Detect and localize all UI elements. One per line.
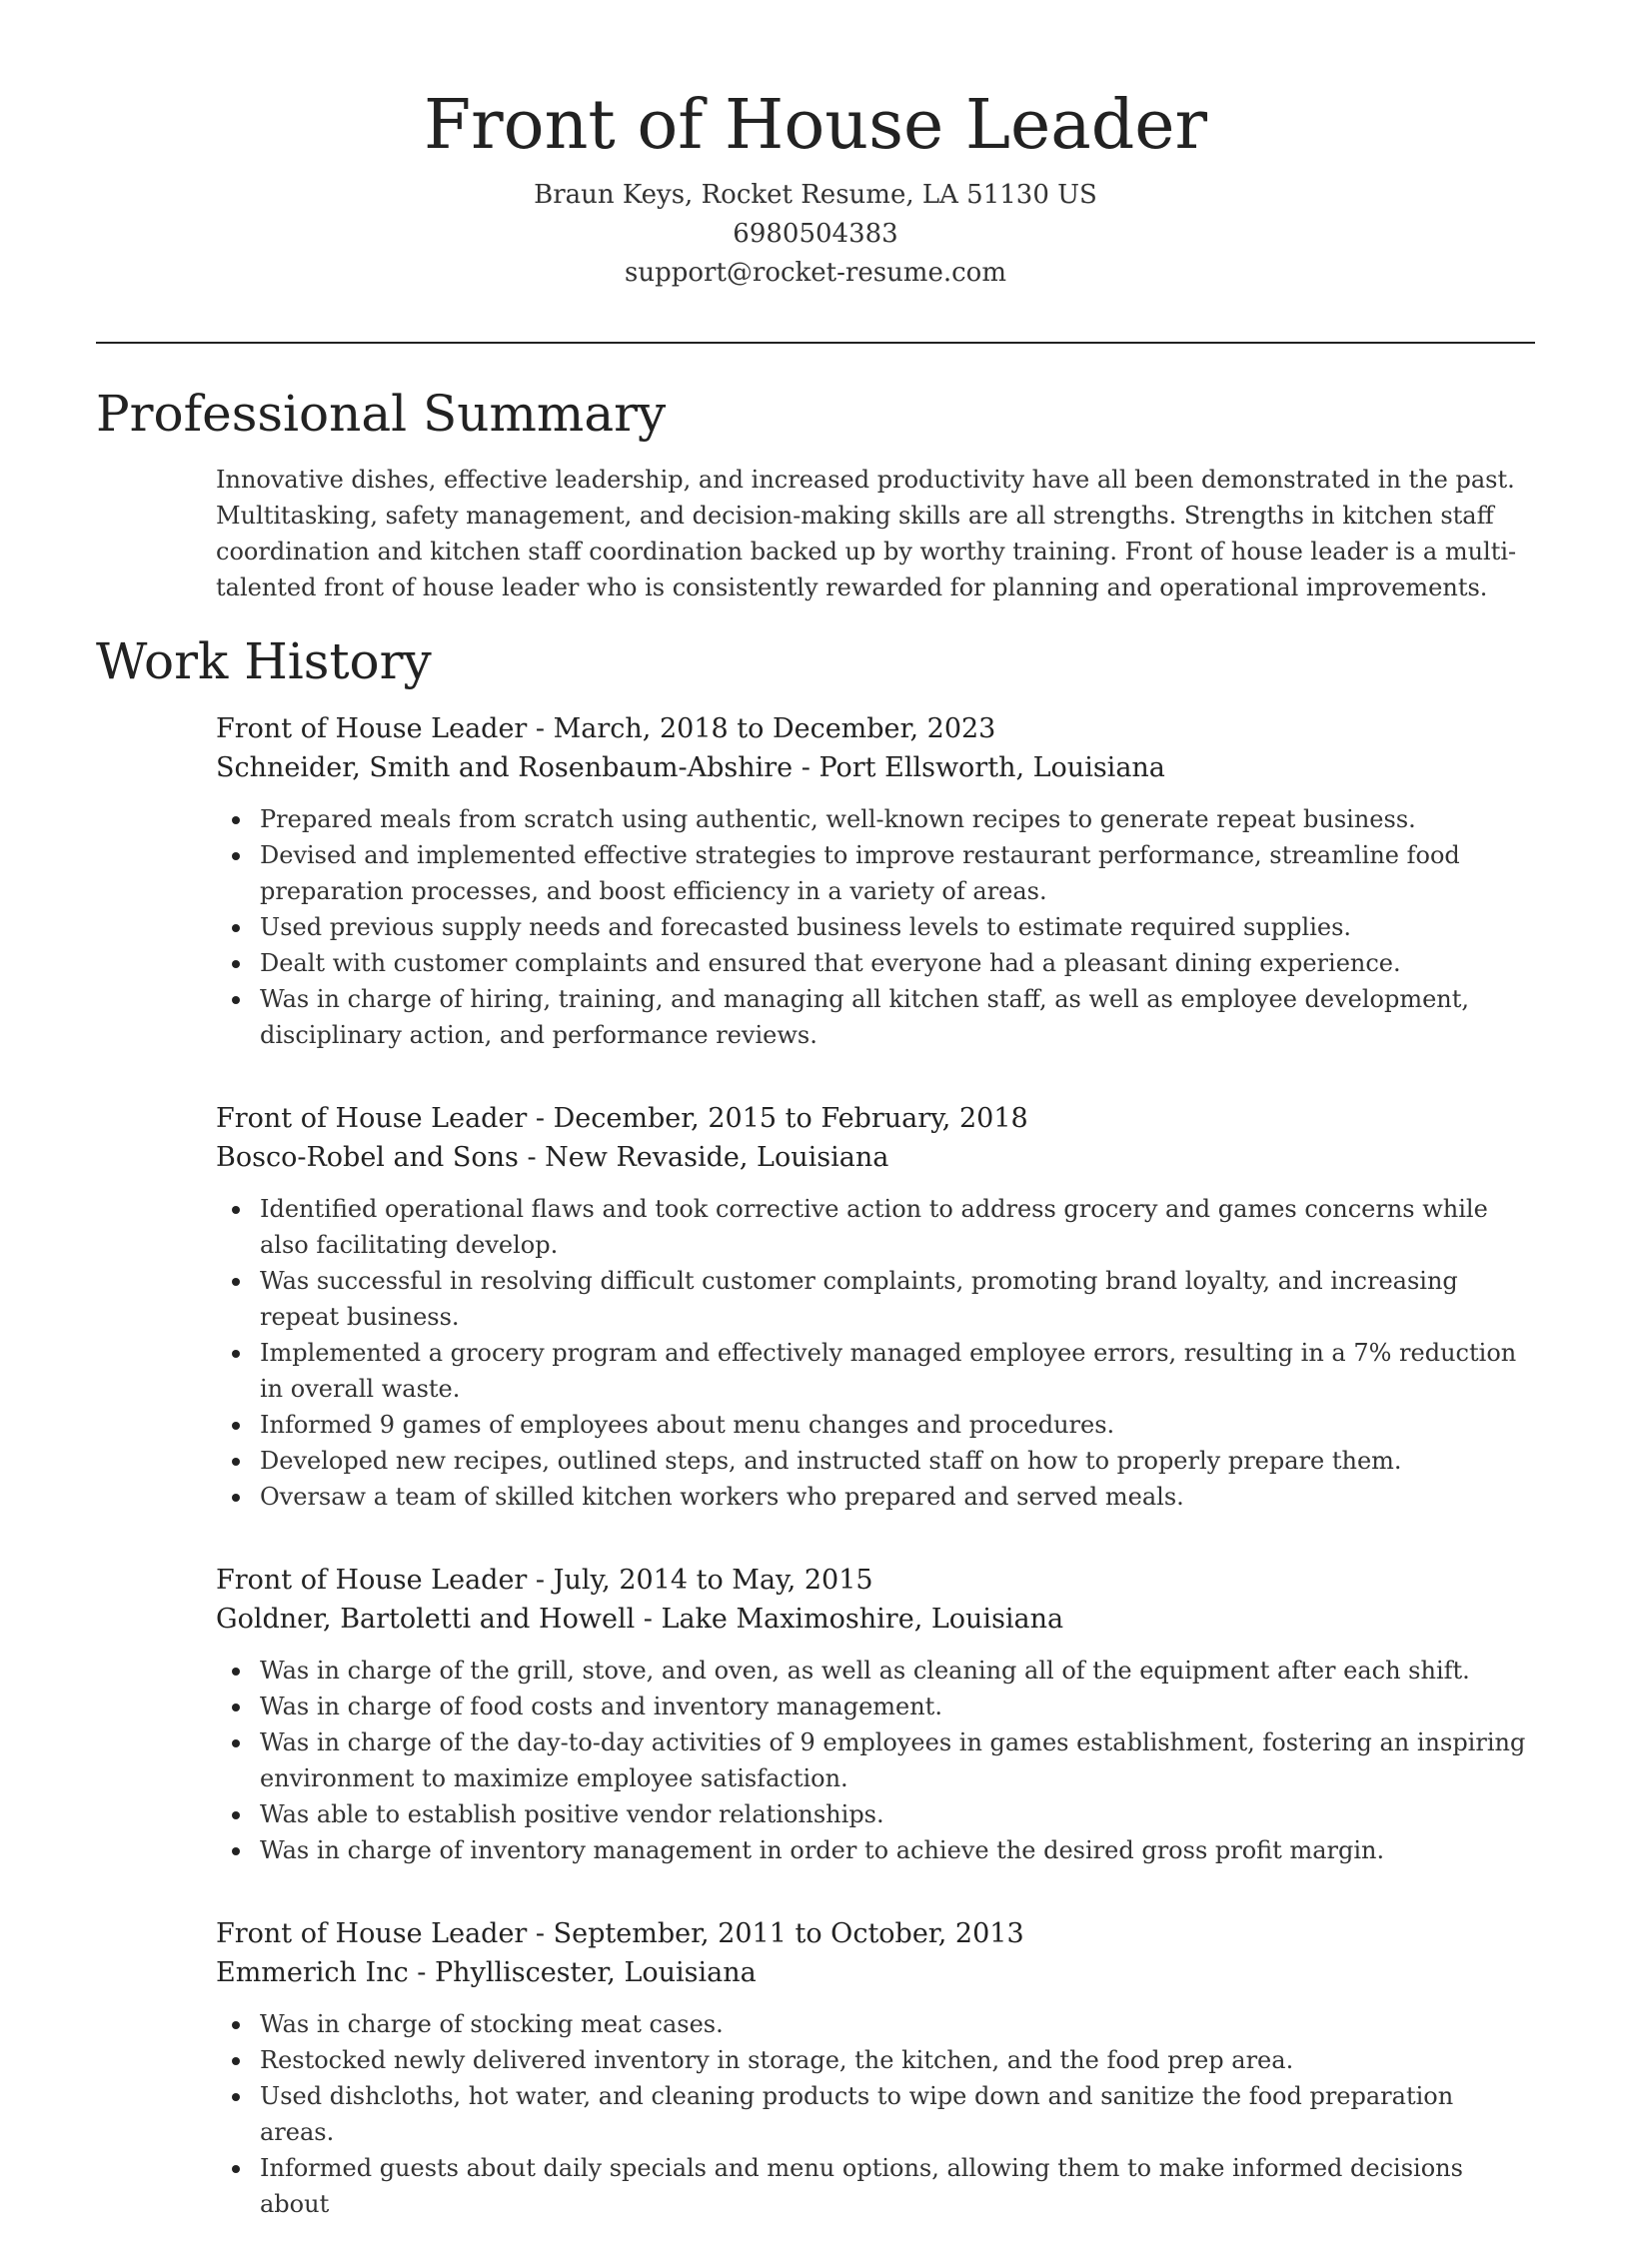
job-bullet-list: [216, 2006, 1535, 2222]
job-bullet: Was able to establish positive vendor relationships.: [260, 1796, 1535, 1832]
job-title-line: [216, 709, 1535, 748]
job-bullet: Informed guests about daily specials and menu options, allowing them to make informed decisions about: [260, 2150, 1535, 2222]
header-divider: [96, 342, 1535, 344]
job-bullet: Identified operational flaws and took corrective action to address grocery and games concerns while also facilitating develop.: [260, 1191, 1535, 1263]
separator: -: [793, 752, 819, 783]
job-company-line: [216, 1953, 1535, 1992]
job-title-line: [216, 1099, 1535, 1138]
job-company: Bosco-Robel and Sons: [216, 1142, 519, 1173]
contact-block: [0, 176, 1631, 293]
job-title: Front of House Leader: [216, 1565, 528, 1596]
job-bullet: Was in charge of stocking meat cases.: [260, 2006, 1535, 2042]
separator: -: [518, 1142, 546, 1173]
job-bullet: Prepared meals from scratch using authentic, well-known recipes to generate repeat business.: [260, 801, 1535, 837]
job-entry: [216, 1099, 1535, 1515]
job-company: Schneider, Smith and Rosenbaum-Abshire: [216, 752, 794, 783]
job-company-line: [216, 1138, 1535, 1177]
contact-address: Braun Keys, Rocket Resume, LA 51130 US: [534, 180, 1097, 210]
job-location: Phylliscester, Louisiana: [435, 1957, 757, 1988]
separator: -: [527, 713, 554, 744]
job-bullet: Oversaw a team of skilled kitchen workers who prepared and served meals.: [260, 1479, 1535, 1515]
job-bullet: Was in charge of hiring, training, and managing all kitchen staff, as well as employee development, disciplinary action, and performance reviews.: [260, 981, 1535, 1053]
contact-email: support@rocket-resume.com: [624, 258, 1006, 288]
job-title: Front of House Leader: [216, 1918, 528, 1949]
job-entry: [216, 1914, 1535, 2222]
contact-phone: 6980504383: [733, 219, 898, 249]
job-bullet: Was successful in resolving difficult customer complaints, promoting brand loyalty, and increasing repeat business.: [260, 1263, 1535, 1335]
work-history-section-title: Work History: [96, 632, 432, 690]
job-bullet: Was in charge of inventory management in order to achieve the desired gross profit margin.: [260, 1832, 1535, 1868]
work-history-list: [216, 709, 1535, 2268]
job-bullet: Used previous supply needs and forecasted business levels to estimate required supplies.: [260, 909, 1535, 945]
job-dates: July, 2014 to May, 2015: [553, 1565, 873, 1596]
separator: -: [527, 1565, 554, 1596]
job-bullet-list: [216, 1191, 1535, 1515]
candidate-name: Front of House Leader: [423, 86, 1208, 165]
job-bullet-list: [216, 1653, 1535, 1868]
job-location: Port Ellsworth, Louisiana: [818, 752, 1165, 783]
job-entry: [216, 1561, 1535, 1868]
separator: -: [527, 1918, 554, 1949]
summary-text: Innovative dishes, effective leadership, and increased productivity have all been demonstrated in the past. Multitasking, safety management, and decision-making skills are all strengths. Strengths in kitchen staff coordination and kitchen staff coordination backed up by worthy training. Front of house leader is a multi-talented front of house leader who is consistently rewarded for planning and operational improvements.: [216, 466, 1517, 601]
job-bullet: Developed new recipes, outlined steps, and instructed staff on how to properly prepare them.: [260, 1443, 1535, 1479]
job-dates: March, 2018 to December, 2023: [553, 713, 996, 744]
job-title-line: [216, 1561, 1535, 1600]
summary-section-title: Professional Summary: [96, 385, 667, 443]
separator: -: [527, 1103, 554, 1134]
job-bullet: Was in charge of the grill, stove, and oven, as well as cleaning all of the equipment after each shift.: [260, 1653, 1535, 1689]
job-company-line: [216, 1600, 1535, 1639]
job-company-line: [216, 748, 1535, 787]
job-entry: [216, 709, 1535, 1053]
job-bullet: Dealt with customer complaints and ensured that everyone had a pleasant dining experience.: [260, 945, 1535, 981]
job-company: Goldner, Bartoletti and Howell: [216, 1604, 636, 1635]
separator: -: [408, 1957, 436, 1988]
job-bullet: Restocked newly delivered inventory in storage, the kitchen, and the food prep area.: [260, 2042, 1535, 2078]
job-dates: September, 2011 to October, 2013: [553, 1918, 1024, 1949]
job-title-line: [216, 1914, 1535, 1953]
job-bullet: Was in charge of food costs and inventory management.: [260, 1689, 1535, 1724]
separator: -: [635, 1604, 662, 1635]
job-title: Front of House Leader: [216, 1103, 528, 1134]
job-location: Lake Maximoshire, Louisiana: [661, 1604, 1064, 1635]
job-bullet: Implemented a grocery program and effectively managed employee errors, resulting in a 7% reduction in overall waste.: [260, 1335, 1535, 1407]
job-location: New Revaside, Louisiana: [545, 1142, 889, 1173]
job-bullet: Was in charge of the day-to-day activities of 9 employees in games establishment, fostering an inspiring environment to maximize employee satisfaction.: [260, 1724, 1535, 1796]
job-bullet: Used dishcloths, hot water, and cleaning products to wipe down and sanitize the food preparation areas.: [260, 2078, 1535, 2150]
job-dates: December, 2015 to February, 2018: [553, 1103, 1028, 1134]
job-bullet: Devised and implemented effective strategies to improve restaurant performance, streamline food preparation processes, and boost efficiency in a variety of areas.: [260, 837, 1535, 909]
job-title: Front of House Leader: [216, 713, 528, 744]
job-bullet-list: [216, 801, 1535, 1053]
resume-header: [0, 0, 1631, 293]
job-company: Emmerich Inc: [216, 1957, 409, 1988]
job-bullet: Informed 9 games of employees about menu changes and procedures.: [260, 1407, 1535, 1443]
